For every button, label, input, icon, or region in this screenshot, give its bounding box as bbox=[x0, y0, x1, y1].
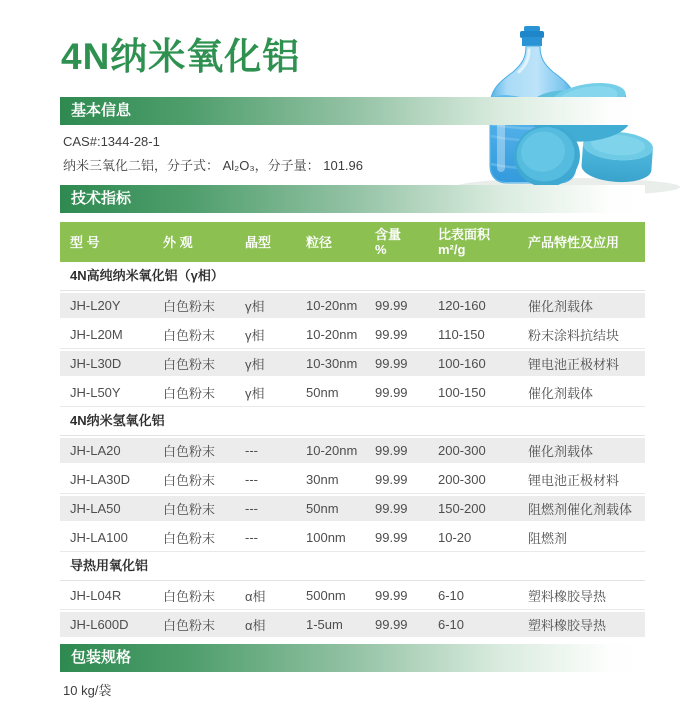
spec-group-header: 4N纳米氢氧化铝 bbox=[60, 407, 645, 436]
spec-cell: 白色粉末 bbox=[163, 472, 216, 488]
spec-cell: 10-20nm bbox=[306, 326, 358, 342]
spec-cell: --- bbox=[245, 471, 258, 487]
spec-table-row bbox=[60, 320, 645, 349]
spec-cell: 30nm bbox=[306, 471, 339, 487]
spec-table-row bbox=[60, 378, 645, 407]
spec-cell: 99.99 bbox=[375, 617, 408, 632]
spec-cell: 阻燃剂催化剂载体 bbox=[528, 502, 633, 517]
spec-cell: 110-150 bbox=[438, 326, 485, 342]
spec-table-row bbox=[60, 436, 645, 465]
spec-cell: 99.99 bbox=[375, 587, 408, 603]
spec-table-rows bbox=[60, 262, 645, 639]
spec-cell: 阻燃剂 bbox=[528, 530, 568, 546]
spec-column-header: 含量 % bbox=[375, 227, 402, 257]
section-basic-info-bar bbox=[60, 97, 645, 125]
spec-cell: 10-30nm bbox=[306, 356, 358, 371]
spec-cell: 塑料橡胶导热 bbox=[528, 588, 607, 604]
spec-cell: 催化剂载体 bbox=[528, 385, 594, 401]
spec-cell: 白色粉末 bbox=[163, 502, 216, 517]
spec-cell: 99.99 bbox=[375, 384, 408, 400]
spec-cell: 500nm bbox=[306, 587, 346, 603]
spec-cell: --- bbox=[245, 529, 258, 545]
spec-cell: 6-10 bbox=[438, 587, 465, 603]
spec-cell: 白色粉末 bbox=[163, 385, 216, 401]
page-title: 4N纳米氧化铝 bbox=[61, 36, 301, 77]
spec-cell: 催化剂载体 bbox=[528, 444, 594, 459]
section-basic-info-title: 基本信息 bbox=[71, 102, 132, 119]
spec-cell: γ相 bbox=[245, 357, 265, 372]
spec-cell: 200-300 bbox=[438, 443, 486, 458]
spec-cell: 锂电池正极材料 bbox=[528, 357, 620, 372]
spec-cell: 10-20nm bbox=[306, 443, 358, 458]
spec-cell: 催化剂载体 bbox=[528, 299, 594, 314]
spec-table-row bbox=[60, 291, 645, 320]
packaging-value: 10 kg/袋 bbox=[63, 683, 112, 698]
spec-cell: 6-10 bbox=[438, 617, 465, 632]
section-tech-specs-bar bbox=[60, 185, 645, 213]
spec-table-header bbox=[60, 222, 645, 262]
section-packaging-title: 包装规格 bbox=[71, 649, 132, 666]
molecular-formula-line: 纳米三氧化二铝，分子式： Al₂O₃，分子量： 101.96 bbox=[63, 158, 363, 173]
spec-cell: 粉末涂料抗结块 bbox=[528, 327, 620, 343]
spec-cell: 10-20 bbox=[438, 529, 472, 545]
spec-cell: --- bbox=[245, 443, 258, 458]
spec-cell: JH-L20Y bbox=[70, 298, 121, 313]
spec-cell: 50nm bbox=[306, 384, 339, 400]
spec-column-header: 晶型 bbox=[245, 234, 272, 250]
spec-cell: 白色粉末 bbox=[163, 530, 216, 546]
spec-cell: 200-300 bbox=[438, 471, 486, 487]
spec-table-row bbox=[60, 610, 645, 639]
spec-cell: α相 bbox=[245, 618, 266, 633]
spec-cell: JH-L04R bbox=[70, 587, 122, 603]
spec-cell: JH-L600D bbox=[70, 617, 129, 632]
spec-group-header: 导热用氧化铝 bbox=[60, 552, 645, 581]
spec-cell: 99.99 bbox=[375, 471, 408, 487]
spec-cell: 99.99 bbox=[375, 443, 408, 458]
spec-cell: JH-L50Y bbox=[70, 384, 121, 400]
spec-table-row bbox=[60, 494, 645, 523]
spec-cell: JH-LA100 bbox=[70, 529, 128, 545]
spec-group-header: 4N高纯纳米氧化铝（γ相） bbox=[60, 262, 645, 291]
spec-cell: 99.99 bbox=[375, 298, 408, 313]
spec-cell: γ相 bbox=[245, 299, 265, 314]
spec-column-header: 外 观 bbox=[163, 234, 193, 250]
spec-cell: γ相 bbox=[245, 385, 265, 401]
spec-cell: 白色粉末 bbox=[163, 299, 216, 314]
cas-number: CAS#:1344-28-1 bbox=[63, 134, 160, 149]
spec-cell: JH-L20M bbox=[70, 326, 123, 342]
spec-cell: JH-LA20 bbox=[70, 443, 121, 458]
spec-cell: JH-LA50 bbox=[70, 501, 121, 516]
spec-cell: 100-150 bbox=[438, 384, 486, 400]
spec-cell: α相 bbox=[245, 588, 266, 604]
section-packaging-bar bbox=[60, 644, 645, 672]
spec-cell: 99.99 bbox=[375, 529, 408, 545]
spec-cell: 50nm bbox=[306, 501, 339, 516]
spec-cell: 100-160 bbox=[438, 356, 486, 371]
section-tech-specs-title: 技术指标 bbox=[71, 190, 132, 207]
spec-table-row bbox=[60, 465, 645, 494]
spec-cell: 100nm bbox=[306, 529, 346, 545]
spec-cell: JH-L30D bbox=[70, 356, 122, 371]
spec-cell: 1-5um bbox=[306, 617, 343, 632]
spec-cell: 99.99 bbox=[375, 326, 408, 342]
spec-cell: 99.99 bbox=[375, 356, 408, 371]
spec-cell: 白色粉末 bbox=[163, 444, 216, 459]
spec-cell: 白色粉末 bbox=[163, 588, 216, 604]
spec-cell: 白色粉末 bbox=[163, 327, 216, 343]
spec-cell: JH-LA30D bbox=[70, 471, 130, 487]
spec-table bbox=[60, 222, 645, 639]
spec-column-header: 比表面积 m²/g bbox=[438, 227, 491, 257]
spec-table-row bbox=[60, 523, 645, 552]
spec-column-header: 粒径 bbox=[306, 234, 333, 250]
spec-cell: 10-20nm bbox=[306, 298, 358, 313]
spec-cell: 120-160 bbox=[438, 298, 486, 313]
spec-cell: 锂电池正极材料 bbox=[528, 472, 620, 488]
spec-cell: γ相 bbox=[245, 327, 265, 343]
spec-cell: 150-200 bbox=[438, 501, 486, 516]
spec-cell: 99.99 bbox=[375, 501, 408, 516]
spec-cell: 白色粉末 bbox=[163, 618, 216, 633]
spec-cell: 塑料橡胶导热 bbox=[528, 618, 607, 633]
spec-cell: 白色粉末 bbox=[163, 357, 216, 372]
spec-column-header: 产品特性及应用 bbox=[528, 234, 620, 250]
spec-table-row bbox=[60, 581, 645, 610]
spec-cell: --- bbox=[245, 501, 258, 516]
spec-table-row bbox=[60, 349, 645, 378]
spec-column-header: 型 号 bbox=[70, 234, 100, 250]
